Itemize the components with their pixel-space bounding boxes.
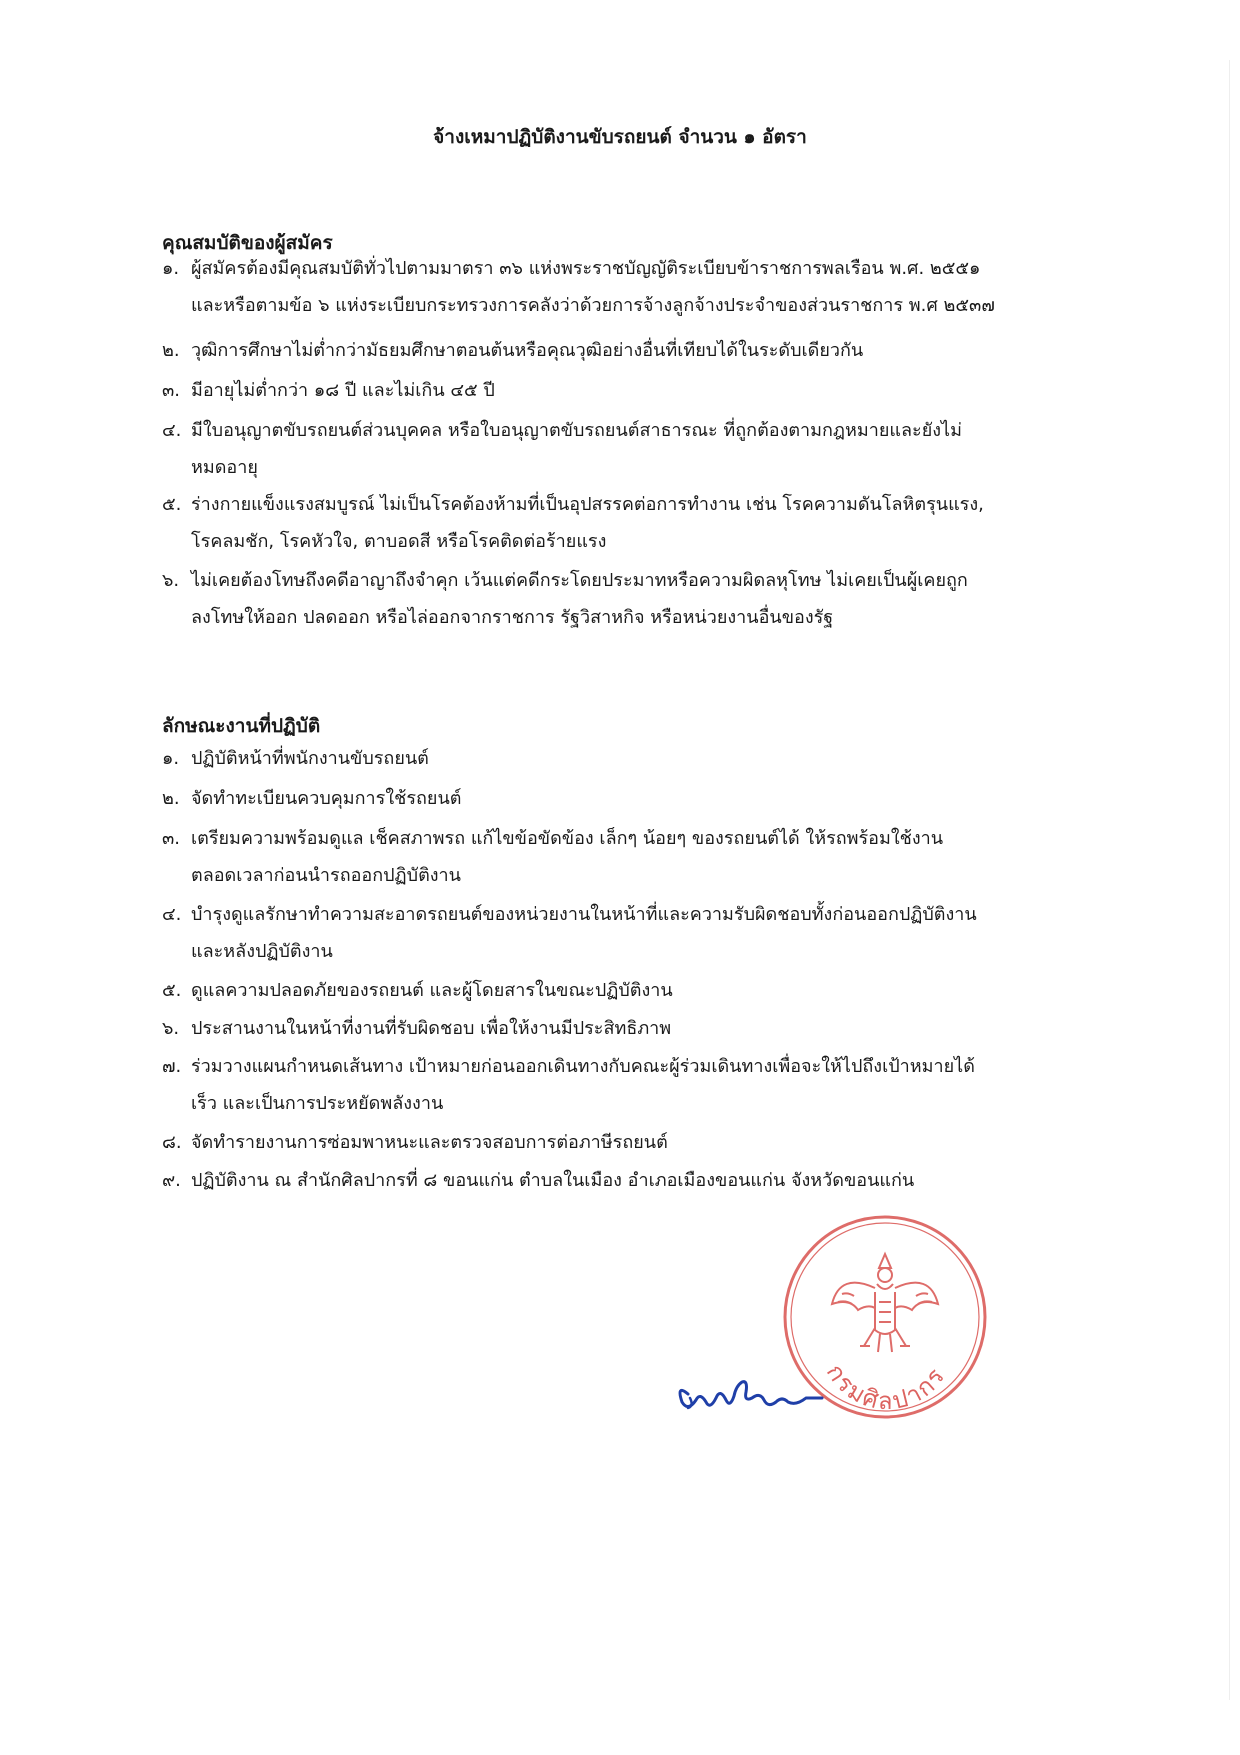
duty-item-9 bbox=[162, 1162, 1102, 1199]
item-number: ๙. bbox=[162, 1170, 181, 1191]
item-text-continued: ลงโทษให้ออก ปลดออก หรือไล่ออกจากราชการ รัฐวิสาหกิจ หรือหน่วยงานอื่นของรัฐ bbox=[191, 607, 834, 628]
item-text: ดูแลความปลอดภัยของรถยนต์ และผู้โดยสารในขณะปฏิบัติงาน bbox=[191, 980, 673, 1001]
item-text: วุฒิการศึกษาไม่ต่ำกว่ามัธยมศึกษาตอนต้นหรือคุณวุฒิอย่างอื่นที่เทียบได้ในระดับเดียวกัน bbox=[191, 340, 864, 361]
item-text: ร่างกายแข็งแรงสมบูรณ์ ไม่เป็นโรคต้องห้ามที่เป็นอุปสรรคต่อการทำงาน เช่น โรคความดันโลหิตรุนแรง, bbox=[191, 494, 984, 515]
item-number: ๓. bbox=[162, 380, 181, 401]
qualification-item-4 bbox=[162, 412, 1102, 486]
item-number: ๑. bbox=[162, 258, 180, 279]
item-number: ๖. bbox=[162, 570, 180, 591]
document-title: จ้างเหมาปฏิบัติงานขับรถยนต์ จำนวน ๑ อัตรา bbox=[433, 126, 807, 148]
item-number: ๕. bbox=[162, 980, 182, 1001]
seal-text: กรมศิลปากร bbox=[820, 1359, 952, 1416]
item-number: ๔. bbox=[162, 420, 182, 441]
item-text-continued: หมดอายุ bbox=[191, 457, 258, 478]
item-text: ผู้สมัครต้องมีคุณสมบัติทั่วไปตามมาตรา ๓๖ แห่งพระราชบัญญัติระเบียบข้าราชการพลเรือน พ.ศ. ๒๕๕๑ bbox=[191, 258, 981, 279]
qualification-item-6 bbox=[162, 562, 1102, 636]
item-number: ๔. bbox=[162, 904, 182, 925]
item-text-continued: ตลอดเวลาก่อนนำรถออกปฏิบัติงาน bbox=[191, 865, 461, 886]
page-edge bbox=[1229, 60, 1230, 1700]
item-text: จัดทำทะเบียนควบคุมการใช้รถยนต์ bbox=[191, 788, 462, 809]
item-text: ปฏิบัติงาน ณ สำนักศิลปากรที่ ๘ ขอนแก่น ตำบลในเมือง อำเภอเมืองขอนแก่น จังหวัดขอนแก่น bbox=[191, 1170, 915, 1191]
item-text-continued: โรคลมชัก, โรคหัวใจ, ตาบอดสี หรือโรคติดต่อร้ายแรง bbox=[191, 531, 607, 552]
item-text-continued: และหลังปฏิบัติงาน bbox=[191, 941, 333, 962]
duty-item-7 bbox=[162, 1048, 1102, 1122]
duty-item-5 bbox=[162, 972, 1102, 1009]
duties-heading: ลักษณะงานที่ปฏิบัติ bbox=[162, 715, 321, 737]
item-text-continued: เร็ว และเป็นการประหยัดพลังงาน bbox=[191, 1093, 444, 1114]
item-text: บำรุงดูแลรักษาทำความสะอาดรถยนต์ของหน่วยงานในหน้าที่และความรับผิดชอบทั้งก่อนออกปฏิบัติงาน bbox=[191, 904, 977, 925]
handwritten-signature bbox=[670, 1362, 830, 1432]
item-text: จัดทำรายงานการซ่อมพาหนะและตรวจสอบการต่อภาษีรถยนต์ bbox=[191, 1132, 668, 1153]
item-number: ๗. bbox=[162, 1056, 182, 1077]
item-text: มีอายุไม่ต่ำกว่า ๑๘ ปี และไม่เกิน ๔๕ ปี bbox=[191, 380, 495, 401]
item-text: มีใบอนุญาตขับรถยนต์ส่วนบุคคล หรือใบอนุญาตขับรถยนต์สาธารณะ ที่ถูกต้องตามกฎหมายและยังไม่ bbox=[191, 420, 962, 441]
qualification-item-5 bbox=[162, 486, 1102, 560]
item-text: ปฏิบัติหน้าที่พนักงานขับรถยนต์ bbox=[191, 748, 429, 769]
garuda-emblem-icon bbox=[832, 1254, 938, 1352]
qualification-item-2 bbox=[162, 332, 1102, 369]
item-number: ๒. bbox=[162, 340, 180, 361]
item-number: ๑. bbox=[162, 748, 180, 769]
item-number: ๓. bbox=[162, 828, 181, 849]
item-text: ร่วมวางแผนกำหนดเส้นทาง เป้าหมายก่อนออกเดินทางกับคณะผู้ร่วมเดินทางเพื่อจะให้ไปถึงเป้าหมายได้ bbox=[191, 1056, 975, 1077]
item-number: ๕. bbox=[162, 494, 182, 515]
duty-item-8 bbox=[162, 1124, 1102, 1161]
item-text: ไม่เคยต้องโทษถึงคดีอาญาถึงจำคุก เว้นแต่คดีกระโดยประมาทหรือความผิดลหุโทษ ไม่เคยเป็นผู้เคยถูก bbox=[191, 570, 968, 591]
item-number: ๘. bbox=[162, 1132, 182, 1153]
duty-item-1 bbox=[162, 740, 1102, 777]
qualification-item-1 bbox=[162, 250, 1102, 324]
item-text: ประสานงานในหน้าที่งานที่รับผิดชอบ เพื่อให้งานมีประสิทธิภาพ bbox=[191, 1018, 672, 1039]
item-number: ๖. bbox=[162, 1018, 180, 1039]
duty-item-4 bbox=[162, 896, 1102, 970]
item-text-continued: และหรือตามข้อ ๖ แห่งระเบียบกระทรวงการคลังว่าด้วยการจ้างลูกจ้างประจำของส่วนราชการ พ.ศ ๒๕๓๗ bbox=[191, 295, 995, 316]
duty-item-3 bbox=[162, 820, 1102, 894]
qualification-item-3 bbox=[162, 372, 1102, 409]
duty-item-2 bbox=[162, 780, 1102, 817]
item-text: เตรียมความพร้อมดูแล เช็คสภาพรถ แก้ไขข้อขัดข้อง เล็กๆ น้อยๆ ของรถยนต์ได้ ให้รถพร้อมใช้งาน bbox=[191, 828, 944, 849]
duty-item-6 bbox=[162, 1010, 1102, 1047]
item-number: ๒. bbox=[162, 788, 180, 809]
qualifications-heading: คุณสมบัติของผู้สมัคร bbox=[162, 232, 333, 254]
